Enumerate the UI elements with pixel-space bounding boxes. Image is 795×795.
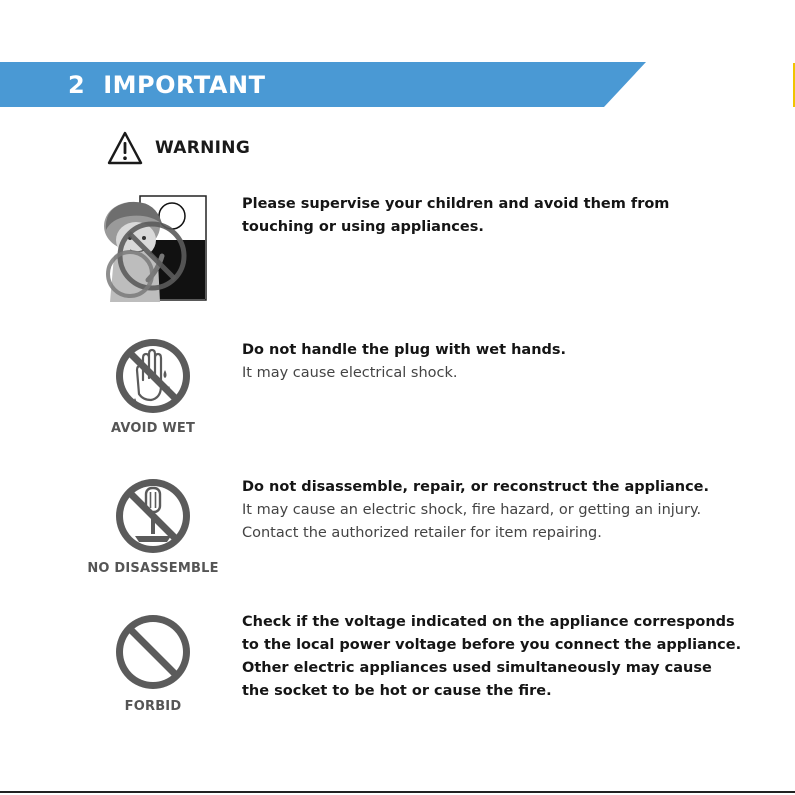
warning-heading	[107, 130, 250, 166]
avoid-wet-hand-icon	[113, 336, 193, 420]
item-line: It may cause electrical shock.	[242, 365, 458, 381]
no-disassemble-screwdriver-icon	[113, 476, 193, 560]
item-text	[242, 193, 722, 239]
icon-caption: FORBID	[124, 699, 182, 714]
item-line: It may cause an electric shock, fire hazard, or getting an injury.	[242, 502, 702, 518]
item-line: Do not handle the plug with wet hands.	[242, 342, 567, 358]
section-title: IMPORTANT	[103, 71, 266, 99]
icon-caption: NO DISASSEMBLE	[87, 561, 219, 576]
bottom-rule	[0, 791, 795, 793]
section-number: 2	[68, 71, 86, 99]
icon-caption: AVOID WET	[110, 421, 196, 436]
warning-triangle-icon	[107, 131, 143, 165]
item-text	[242, 339, 722, 385]
section-heading	[68, 71, 265, 99]
item-line: touching or using appliances.	[242, 219, 484, 235]
item-line: Other electric appliances used simultaneously may cause	[242, 660, 712, 676]
item-line: Check if the voltage indicated on the appliance corresponds	[242, 614, 735, 630]
forbid-icon	[113, 612, 193, 696]
item-line: Do not disassemble, repair, or reconstruct the appliance.	[242, 479, 710, 495]
item-line: to the local power voltage before you connect the appliance.	[242, 637, 742, 653]
no-children-icon	[100, 190, 212, 314]
item-text	[242, 611, 742, 703]
item-line: the socket to be hot or cause the fire.	[242, 683, 552, 699]
item-text	[242, 476, 722, 545]
item-line: Please supervise your children and avoid them from	[242, 196, 670, 212]
warning-label: WARNING	[155, 138, 251, 158]
item-line: Contact the authorized retailer for item repairing.	[242, 525, 602, 541]
